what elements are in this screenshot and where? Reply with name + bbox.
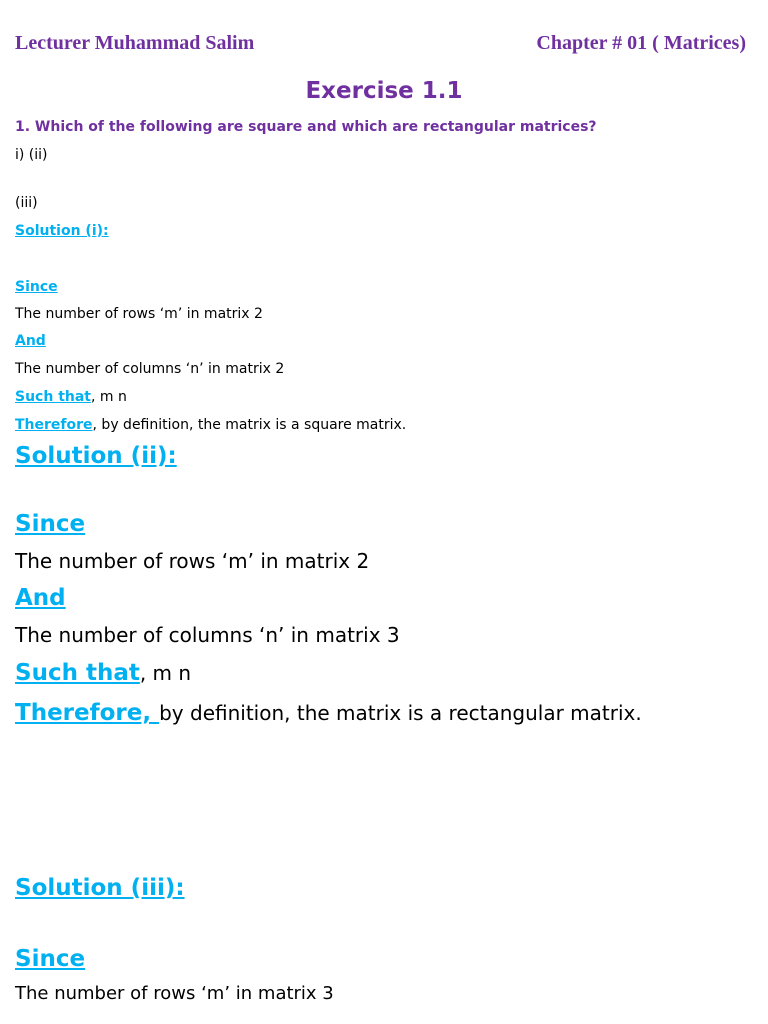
- solution-i-since: Since: [15, 279, 58, 295]
- chapter-title: Chapter # 01 ( Matrices): [536, 32, 746, 54]
- solution-ii-therefore-line: [15, 700, 642, 726]
- solution-i-columns: The number of columns ‘n’ in matrix 2: [15, 361, 285, 377]
- solution-ii-rows: The number of rows ‘m’ in matrix 2: [15, 549, 370, 573]
- solution-iii-since: Since: [15, 946, 86, 972]
- solution-i-rows: The number of rows ‘m’ in matrix 2: [15, 306, 263, 322]
- parts-label-i-ii: i) (ii): [15, 147, 48, 163]
- solution-ii-such-that-line: [15, 660, 191, 686]
- solution-ii-columns: The number of columns ‘n’ in matrix 3: [15, 623, 400, 647]
- solution-i-therefore: Therefore: [15, 417, 93, 433]
- solution-ii-since: Since: [15, 511, 86, 537]
- solution-ii-heading: Solution (ii):: [15, 443, 177, 469]
- solution-i-such-that-rest: , m n: [91, 389, 127, 405]
- solution-ii-therefore: Therefore,: [15, 700, 160, 726]
- exercise-title: Exercise 1.1: [305, 78, 463, 104]
- solution-ii-and: And: [15, 585, 66, 611]
- solution-iii-rows: The number of rows ‘m’ in matrix 3: [15, 983, 334, 1004]
- solution-i-such-that-line: [15, 389, 127, 405]
- solution-i-such-that: Such that: [15, 389, 91, 405]
- parts-label-iii: (iii): [15, 195, 38, 211]
- solution-ii-conclusion: by definition, the matrix is a rectangular matrix.: [159, 701, 642, 725]
- solution-i-and: And: [15, 333, 46, 349]
- lecturer-name: Lecturer Muhammad Salim: [15, 32, 255, 54]
- solution-ii-such-that-rest: , m n: [139, 661, 192, 685]
- page-header: [15, 32, 746, 60]
- question-text: 1. Which of the following are square and which are rectangular matrices?: [15, 119, 597, 135]
- solution-ii-such-that: Such that: [15, 660, 140, 686]
- solution-i-conclusion: , by definition, the matrix is a square matrix.: [92, 417, 407, 433]
- solution-i-therefore-line: [15, 417, 406, 433]
- solution-i-heading: Solution (i):: [15, 223, 109, 239]
- solution-iii-heading: Solution (iii):: [15, 875, 185, 901]
